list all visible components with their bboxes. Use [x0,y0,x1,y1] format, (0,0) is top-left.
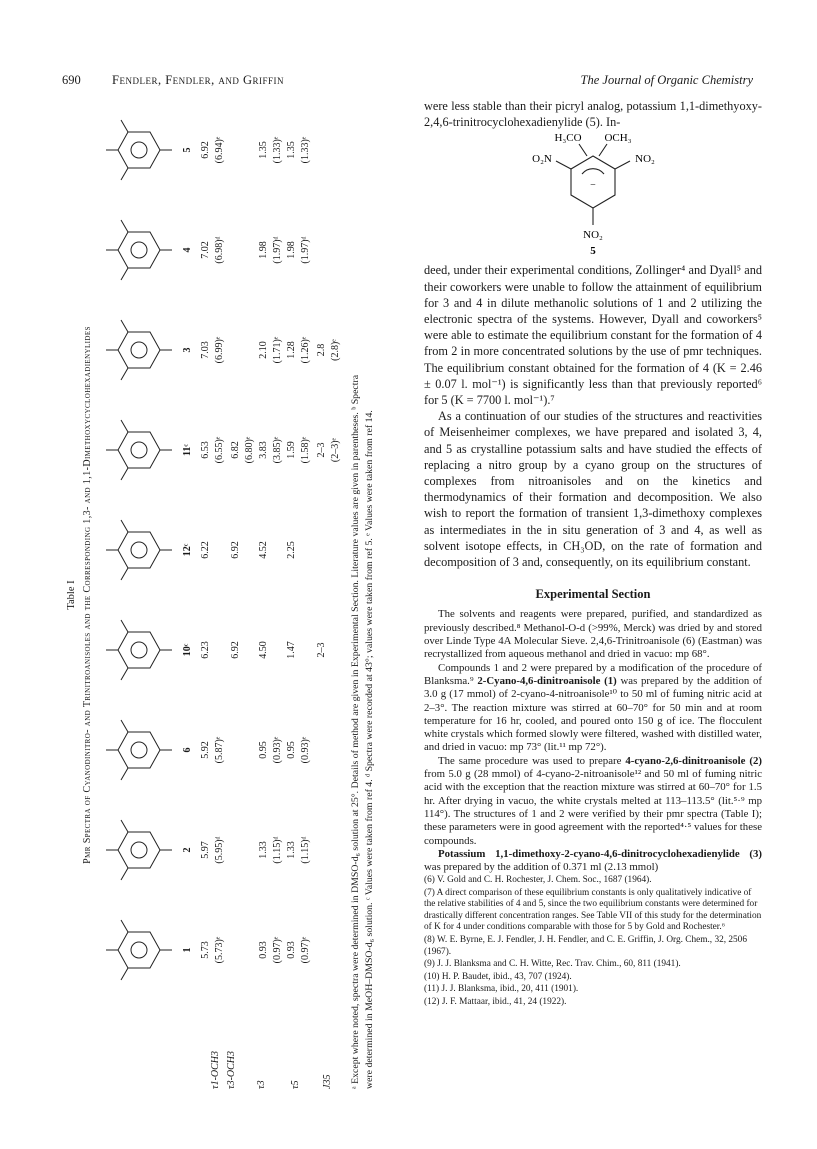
ring-icon [100,314,180,386]
right-column [424,98,762,874]
exp-2-compound: 2-Cyano-4,6-dinitroanisole (1) [477,674,617,687]
svg-text:−: − [590,180,596,192]
struct5-label-tl: H₃CO [554,132,582,145]
table-cell: 1.98 [258,241,269,259]
paragraph-intro-3: As a continuation of our studies of the structures and reactivities of Meisenheimer complexes, we have prepared and isolated 3, 4, and 5 as crystalline potassium salts and have studied the effects of replacing a nitro group by a cyano group on the structures of complexes from nitroanisoles and on the kinetics and thermodynamics of their formation and decomposition. We also wish to report the formation of transient 1,3-dimethoxy complexes as intermediates in the in situ generation of 3 and 4, as well as solvent isotope effects, in CH₃OD, on the rate of formation and decomposition of 3 and, consequently, on its equilibrium constant. [424,409,762,570]
table-cell: (1.26)ᵉ [300,336,311,364]
table-cell: 6.92 [230,641,241,659]
exp-3-body: from 5.0 g (28 mmol) of 4-cyano-2-nitroanisole¹² and 50 ml of fuming nitric acid with the exception that the reaction mixture was stirred at 60–70° for 1.5 hr. After drying in vacuo, the white crystals melted at 113–113.5° (lit.⁵·⁹ mp 114°). The structures of 1 and 2 were verified by their pmr spectra (Table I); these parameters were in good agreement with the reported⁴·⁵ values for these compounds. [424,768,762,847]
table-cell: (3.85)ᵉ [272,436,283,464]
compound-structure [100,400,195,500]
struct5-label-r: NO₂ [635,153,655,166]
compound-number: 5 [182,147,193,153]
reference-6: (6) V. Gold and C. H. Rochester, J. Chem. Soc., 1687 (1964). [424,875,652,885]
struct5-label-b: NO₂ [583,229,603,242]
compound-structure [100,300,195,400]
table-cell: 6.53 [200,441,211,459]
compound-structure [100,100,195,200]
table-cell: 2–3 [316,442,327,458]
table-cell: (0.97)ᵉ [300,936,311,964]
compound-structure [100,600,195,700]
structure-5-diagram [424,130,762,262]
table-cell: 1.47 [286,641,297,659]
ring-icon [100,214,180,286]
compound-number: 2 [182,847,193,853]
compound-number: 12ᶜ [182,543,193,557]
table-cell: (2.8)ᵉ [330,339,341,361]
table-footnote-line-1: ᵃ Except where noted, spectra were determined in DMSO-d₆ solution at 25°. Details of method are given in Experimental Section. Literature values are given in parentheses. ᵇ Spectra [350,374,361,1089]
table-cell: 5.97 [200,841,211,859]
exp-paragraph-3 [424,755,762,848]
table-cell: 3.83 [258,441,269,459]
table-cell: 1.33 [286,841,297,859]
table-cell: (1.33)ᵉ [300,136,311,164]
table-row-label: J35 [322,1074,333,1089]
reference-10: (10) H. P. Baudet, ibid., 43, 707 (1924). [424,971,572,982]
table-row-label: τ1-OCH3 [210,1050,221,1089]
table-cell: 5.73 [200,941,211,959]
compound-number: 11ᶜ [182,443,193,457]
table-cell: (0.93)ᵉ [300,736,311,764]
table-cell: 6.92 [200,141,211,159]
compound-structure [100,500,195,600]
ring-icon [100,614,180,686]
ring-icon [100,414,180,486]
compound-structure [100,200,195,300]
table-cell: 0.95 [258,741,269,759]
table-title: Table I [66,580,77,610]
exp-3-lead: The same procedure was used to prepare [438,754,626,767]
table-1 [60,95,390,1095]
exp-4-body: was prepared by the addition of 0.371 ml (2.13 mmol) [424,861,659,874]
table-cell: 1.28 [286,341,297,359]
running-header-authors: Fendler, Fendler, and Griffin [112,73,285,87]
table-cell: 6.92 [230,541,241,559]
ring-icon [100,714,180,786]
reference-11: (11) J. J. Blanksma, ibid., 20, 411 (1901). [424,984,579,995]
reference-12: (12) J. F. Mattaar, ibid., 41, 24 (1922). [424,996,567,1007]
table-cell: (6.80)ᵉ [244,436,255,464]
running-header-journal: The Journal of Organic Chemistry [580,73,753,87]
table-cell: 1.35 [258,141,269,159]
table-cell: (6.94)ᵉ [214,136,225,164]
table-cell: (1.15)ᵈ [300,836,311,864]
table-cell: (6.55)ᵉ [214,436,225,464]
table-cell: 2.25 [286,541,297,559]
table-cell: (1.97)ᵈ [300,236,311,264]
compound-number: 4 [182,247,193,253]
ring-icon [100,114,180,186]
section-heading: Experimental Section [535,587,651,602]
table-cell: (1.33)ᵉ [272,136,283,164]
compound-structure [100,800,195,900]
compound-structure [100,700,195,800]
table-cell: 1.33 [258,841,269,859]
table-caption: Pmr Spectra of Cyanodinitro- and Trinitroanisoles and the Corresponding 1,3- and 1,1-Dimethoxycyclohexadienylides [82,326,93,864]
table-row-label: τ5 [290,1080,301,1089]
reference-8: (8) W. E. Byrne, E. J. Fendler, J. H. Fendler, and C. E. Griffin, J. Org. Chem., 32, 2506 (1967). [424,934,747,957]
structure-5-svg [424,130,762,262]
exp-4-compound: Potassium 1,1-dimethoxy-2-cyano-4,6-dinitrocyclohexadienylide (3) [438,847,762,860]
table-cell: 7.03 [200,341,211,359]
table-cell: 4.50 [258,641,269,659]
compound-number: 6 [182,747,193,753]
compound-number: 1 [182,947,193,953]
page-number: 690 [62,73,81,87]
exp-paragraph-4 [424,848,762,875]
table-cell: 2.10 [258,341,269,359]
table-footnote-line-2: were determined in MeOH–DMSO-d₆ solution. ᶜ Values were taken from ref 4. ᵈ Spectra were recorded at 43°; values were taken from ref 5. ᵉ Values were taken from ref 14. [364,410,375,1089]
table-cell: (0.97)ᵉ [272,936,283,964]
reference-9: (9) J. J. Blanksma and C. H. Witte, Rec. Trav. Chim., 60, 811 (1941). [424,959,681,970]
table-cell: (5.95)ᵈ [214,836,225,864]
exp-paragraph-2 [424,662,762,755]
table-cell: (6.99)ᵉ [214,336,225,364]
compound-number: 3 [182,347,193,353]
reference-7: (7) A direct comparison of these equilibrium constants is only qualitatively indicative of the relative stabilities of 4 and 5, since the two equilibrium constants were determined for drastically different concentration ranges. See Table VII of this study for the determination of K for 4 under conditions comparable with those for 5 by Gold and Rochester.⁶ [424,887,762,933]
table-rotated-region [60,95,390,1095]
table-cell: 2.8 [316,343,327,357]
table-cell: 5.92 [200,741,211,759]
paragraph-intro-2: deed, under their experimental conditions, Zollinger⁴ and Dyall⁵ and their coworkers were unable to follow the attainment of equilibrium for 3 and 4 in dilute methanolic solutions of 1 and 2 utilizing the electronic spectra of the systems. However, Dyall and coworkers⁵ were able to estimate the equilibrium constant for the formation of 4 from 2 in more concentrated solutions by the use of pmr techniques. The equilibrium constant obtained for the formation of 4 (K = 2.46 ± 0.07 l. mol⁻¹) is significantly less than that previously reported⁶ for 5 (K = 7700 l. mol⁻¹).⁷ [424,263,762,408]
ring-icon [100,914,180,986]
table-row-label: τ3-OCH3 [226,1050,237,1089]
table-cell: (2–3)ᵉ [330,437,341,463]
table-cell: 0.95 [286,741,297,759]
exp-paragraph-1: The solvents and reagents were prepared, purified, and standardized as previously described.⁸ Methanol-O-d (>99%, Merck) was dried by and stored over Linde Type 4A Molecular Sieve. 2,4,6-Trinitroanisole (6) (Eastman) was recrystallized from aqueous methanol and dried in vacuo: mp 68°. [424,608,762,661]
table-cell: 1.35 [286,141,297,159]
paragraph-intro-1: were less stable than their picryl analog, potassium 1,1-dimethyoxy-2,4,6-trinitrocyclohexadienylide (5). In- [424,99,762,130]
table-cell: (5.87)ᵉ [214,736,225,764]
references [424,875,762,1010]
ring-icon [100,814,180,886]
table-cell: 4.52 [258,541,269,559]
struct5-label-l: O₂N [532,153,552,166]
exp-2-lead: Compounds 1 and 2 were prepared by a modification of the procedure of Blanksma.⁹ [424,661,762,687]
table-cell: (1.97)ᵈ [272,236,283,264]
table-cell: (1.15)ᵈ [272,836,283,864]
compound-number: 10ᶜ [182,643,193,657]
struct5-number: 5 [590,245,596,258]
exp-2-body: was prepared by the addition of 3.0 g (17 mmol) of 2-cyano-4-nitroanisole¹⁰ to 50 ml of fuming nitric acid at 2–3°. The reaction mixture was stirred at 60–70° for 50 min and at room temperature for 16 hr, cooled, and poured onto 150 g of ice. The flocculent white crystals which formed slowly were filtered, washed with distilled water, and dried in vacuo: mp 73° (lit.¹¹ mp 72°). [424,674,762,754]
ring-icon [100,514,180,586]
struct5-label-tr: OCH₃ [604,132,632,145]
table-cell: 7.02 [200,241,211,259]
table-cell: 1.59 [286,441,297,459]
table-row-label: τ3 [256,1080,267,1089]
compound-structure [100,900,195,1000]
table-cell: 6.82 [230,441,241,459]
experimental-text [424,608,762,874]
table-cell: (5.73)ᵉ [214,936,225,964]
table-cell: 2–3 [316,642,327,658]
table-cell: (6.98)ᵈ [214,236,225,264]
exp-3-compound: 4-cyano-2,6-dinitroanisole (2) [625,754,762,767]
table-cell: (0.93)ᵉ [272,736,283,764]
table-cell: 6.23 [200,641,211,659]
table-cell: (1.58)ᵉ [300,436,311,464]
table-cell: 6.22 [200,541,211,559]
table-cell: (1.71)ᵉ [272,336,283,364]
table-cell: 0.93 [286,941,297,959]
table-cell: 0.93 [258,941,269,959]
table-cell: 1.98 [286,241,297,259]
